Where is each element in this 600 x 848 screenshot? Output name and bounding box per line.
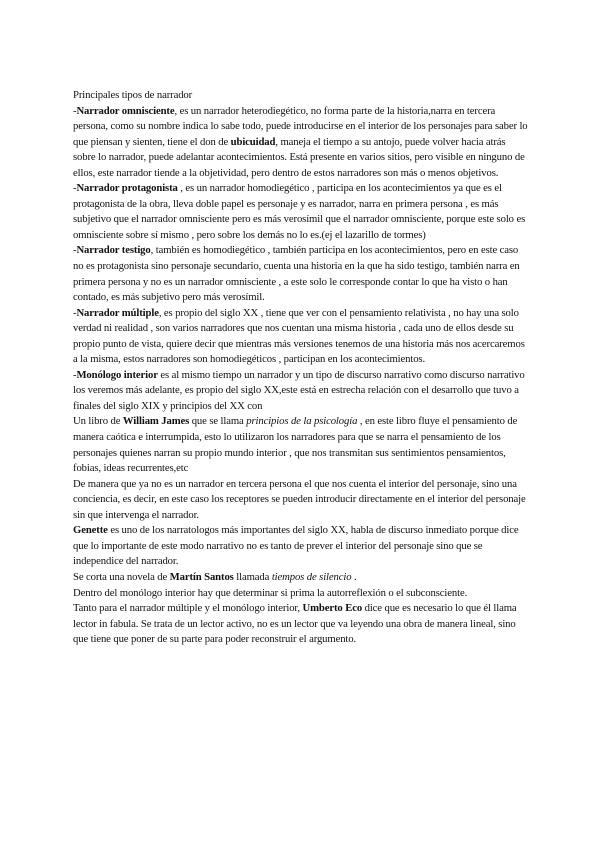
text-run: es al mismo tiempo un narrador y un tipo de discurso narrativo como discurso narrativo los veremos más adelante, es propio del siglo XX,este está en estrecha relación con el desarrollo que tuvo a finales del siglo XIX y principios del XX con [73, 368, 525, 412]
italic-title: principios de la psicología [246, 415, 358, 428]
bold-term: Umberto Eco [302, 602, 363, 615]
paragraph [73, 601, 529, 648]
paragraph [73, 414, 529, 476]
document-body [73, 88, 529, 648]
text-run: Principales tipos de narrador [73, 89, 193, 101]
text-run: dice que es necesario lo que él llama lector in fabula. Se trata de un lector activo, no es un lector que va leyendo una obra de manera lineal, sino que tiene que poner de su parte para poder reconstruir el argumento. [73, 602, 517, 646]
paragraph [73, 477, 529, 524]
text-run: - [73, 182, 77, 195]
bold-term: Narrador múltiple [76, 306, 159, 319]
paragraph [73, 523, 529, 570]
italic-title: tiempos de silencio [271, 570, 352, 583]
text-run: , es propio del siglo XX , tiene que ver con el pensamiento relativista , no hay una solo verdad ni realidad , son varios narradores que nos cuentan una misma historia , cada uno de ellos desde su propio punto de vista, quiere decir que mientras más versiones tenemos de una historia más nos acercaremos a la misma, estos narradores son homodiegéticos , participan en los acontecimientos. [73, 306, 525, 366]
paragraph [73, 181, 529, 243]
document-heading [73, 88, 529, 104]
bold-term: Martín Santos [169, 570, 234, 583]
paragraph [73, 306, 529, 368]
bold-term: Monólogo interior [76, 368, 158, 381]
paragraph [73, 243, 529, 305]
text-run: - [73, 244, 77, 257]
text-run: llamada [233, 570, 272, 583]
paragraph [73, 368, 529, 415]
text-run: . [351, 570, 357, 583]
bold-term: Narrador protagonista [76, 182, 178, 195]
text-run: Se corta una novela de [73, 570, 170, 583]
text-run: De manera que ya no es un narrador en tercera persona el que nos cuenta el interior del personaje, sino una conciencia, es decir, en este caso los receptores se pueden introducir directamente en el interior del personaje sin que intervenga el narrador. [73, 477, 526, 521]
paragraph [73, 570, 529, 586]
text-run: - [73, 306, 77, 319]
text-run: - [73, 368, 77, 381]
bold-term: Genette [73, 524, 108, 537]
text-run: Un libro de [73, 415, 123, 428]
bold-term: William James [122, 415, 190, 428]
bold-term: Narrador omnisciente [76, 104, 175, 117]
bold-term: Narrador testigo [76, 244, 151, 257]
bold-term: ubicuidad [230, 135, 276, 148]
text-run: , en este libro fluye el pensamiento de manera caótica e interrumpida, esto lo utilizaron los narradores para que se narra el pensamiento de los personajes quienes narran su propio mundo interior , que nos transmitan sus sentimientos pensamientos, fobias, ideas recurrentes,etc [73, 415, 518, 475]
paragraph [73, 104, 529, 182]
text-run: Tanto para el narrador múltiple y el monólogo interior, [73, 602, 303, 615]
text-run: es uno de los narratologos más importantes del siglo XX, habla de discurso inmediato porque dice que lo importante de este modo narrativo no es tanto de prever el interior del personaje sino que se independice del narrador. [73, 524, 519, 568]
text-run: - [73, 104, 77, 117]
text-run: Dentro del monólogo interior hay que determinar si prima la autorreflexión o el subconsciente. [73, 586, 468, 599]
text-run: que se llama [189, 415, 247, 428]
text-run: , también es homodiegético , también participa en los acontecimientos, pero en este caso no es protagonista sino personaje secundario, cuenta una historia en la que ha sido testigo, también narra en primera persona y no es un narrador omnisciente , a este solo le corresponde contar lo que ha visto o han contado, es más subjetivo pero más verosímil. [73, 244, 520, 304]
text-run: , es un narrador heterodiegético, no forma parte de la historia,narra en tercera persona, como su nombre indica lo sabe todo, puede introducirse en el interior de los personajes para saber lo que piensan y sienten, tiene el don de [73, 104, 528, 148]
text-run: , maneja el tiempo a su antojo, puede volver hacia atrás sobre lo narrador, puede adelantar acontecimientos. Está presente en varios sitios, pero visible en ninguno de ellos, este narrador tiende a la objetividad, pero dentro de estos narradores son más o menos objetivos. [73, 135, 525, 179]
paragraph [73, 586, 529, 602]
text-run: , es un narrador homodiegético , participa en los acontecimientos ya que es el protagonista de la obra, lleva doble papel es personaje y es narrador, narra en primera persona , es más subjetivo que el narrador omnisciente pero es más verosímil que el narrador omnisciente, porque este solo es omnisciente sobre sí mismo , pero sobre los demás no lo es.(ej el lazarillo de tormes) [73, 182, 526, 241]
